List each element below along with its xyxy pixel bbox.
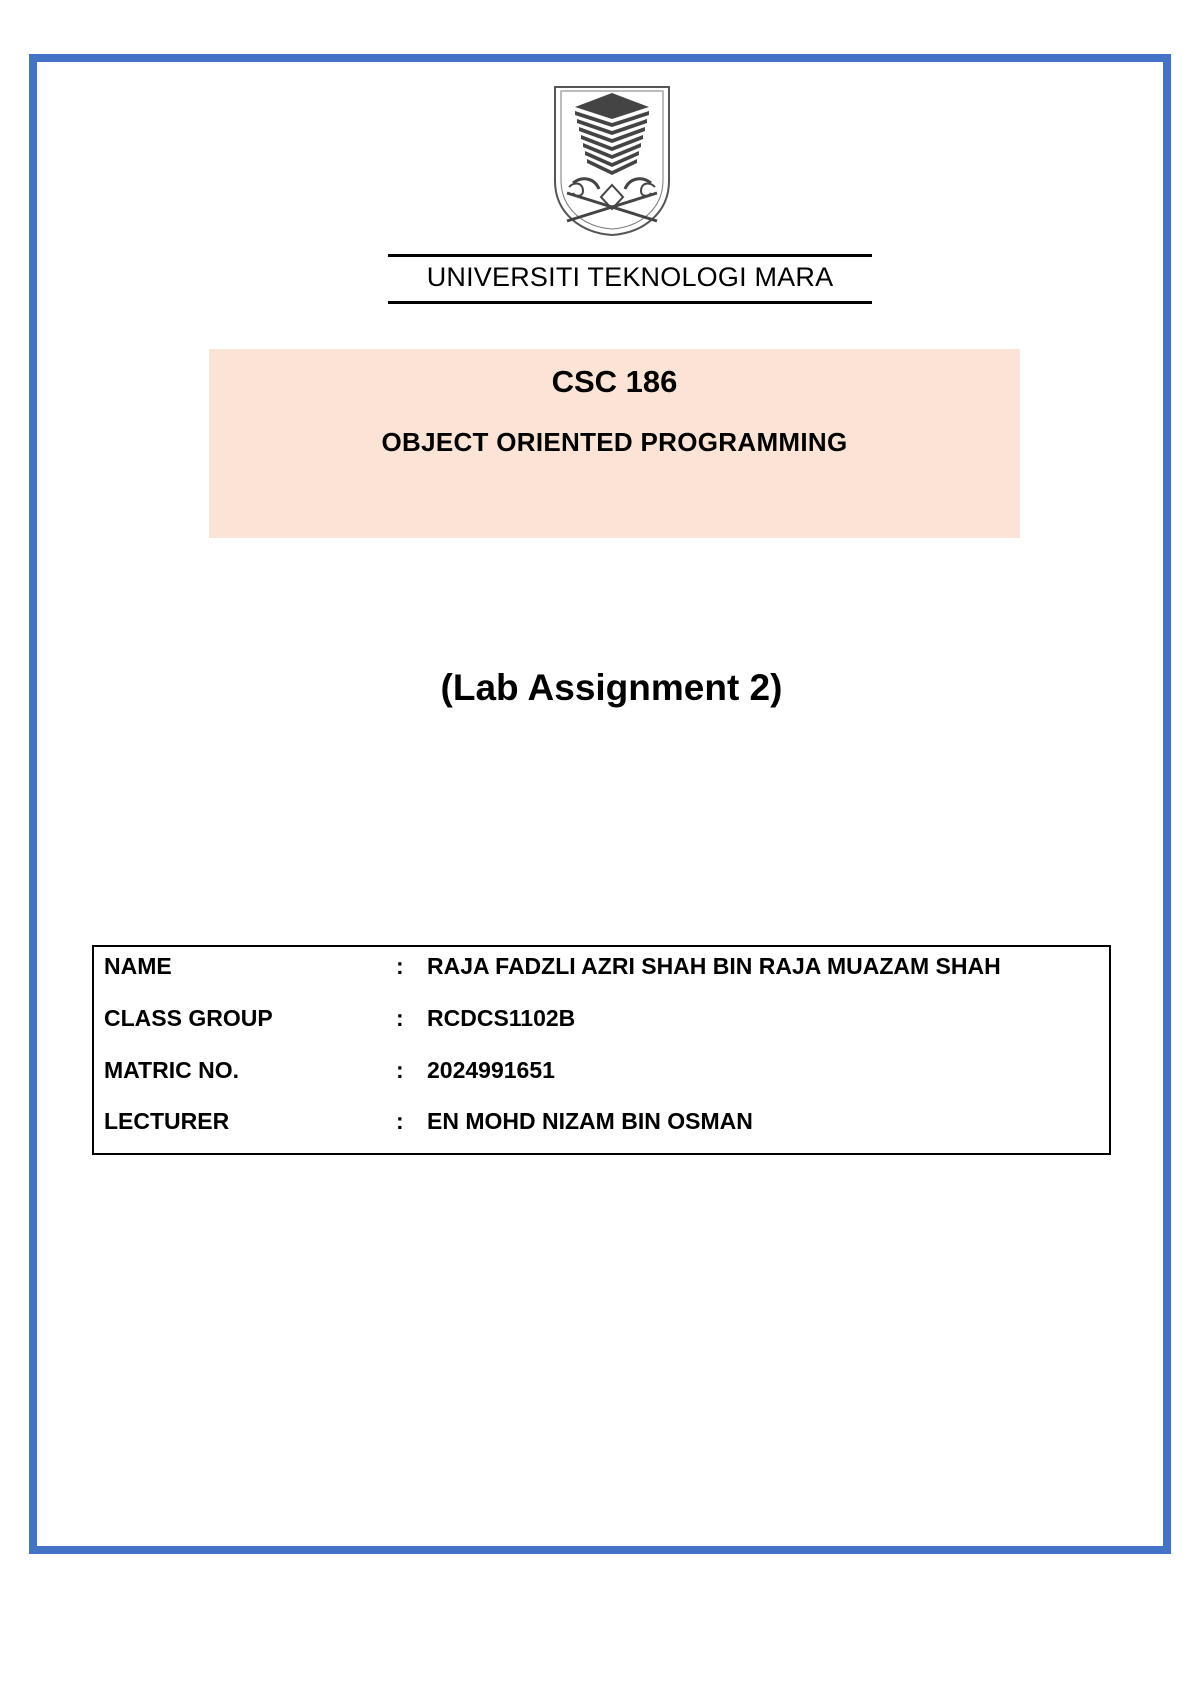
university-bottom-rule: [388, 301, 872, 304]
assignment-title: (Lab Assignment 2): [440, 667, 783, 708]
detail-separator: :: [396, 1057, 404, 1083]
detail-label: LECTURER: [104, 1108, 230, 1134]
details-row-name: [94, 953, 1109, 983]
student-details-table: [92, 945, 1111, 1155]
detail-value: RAJA FADZLI AZRI SHAH BIN RAJA MUAZAM SHAH: [427, 953, 1001, 979]
detail-label: MATRIC NO.: [104, 1057, 240, 1083]
detail-separator: :: [396, 1005, 404, 1031]
university-name: UNIVERSITI TEKNOLOGI MARA: [426, 262, 834, 292]
detail-value: EN MOHD NIZAM BIN OSMAN: [427, 1108, 753, 1134]
university-top-rule: [388, 254, 872, 257]
course-code: CSC 186: [551, 364, 678, 399]
details-row-class-group: [94, 1005, 1109, 1035]
detail-separator: :: [396, 1108, 404, 1134]
detail-value: 2024991651: [427, 1057, 555, 1083]
university-crest-logo: [553, 85, 671, 237]
details-row-matric-no: [94, 1057, 1109, 1087]
detail-value: RCDCS1102B: [427, 1005, 576, 1031]
course-title: OBJECT ORIENTED PROGRAMMING: [381, 427, 848, 457]
course-banner: [209, 349, 1020, 538]
detail-separator: :: [396, 953, 404, 979]
detail-label: NAME: [104, 953, 172, 979]
details-row-lecturer: [94, 1108, 1109, 1138]
detail-label: CLASS GROUP: [104, 1005, 273, 1031]
